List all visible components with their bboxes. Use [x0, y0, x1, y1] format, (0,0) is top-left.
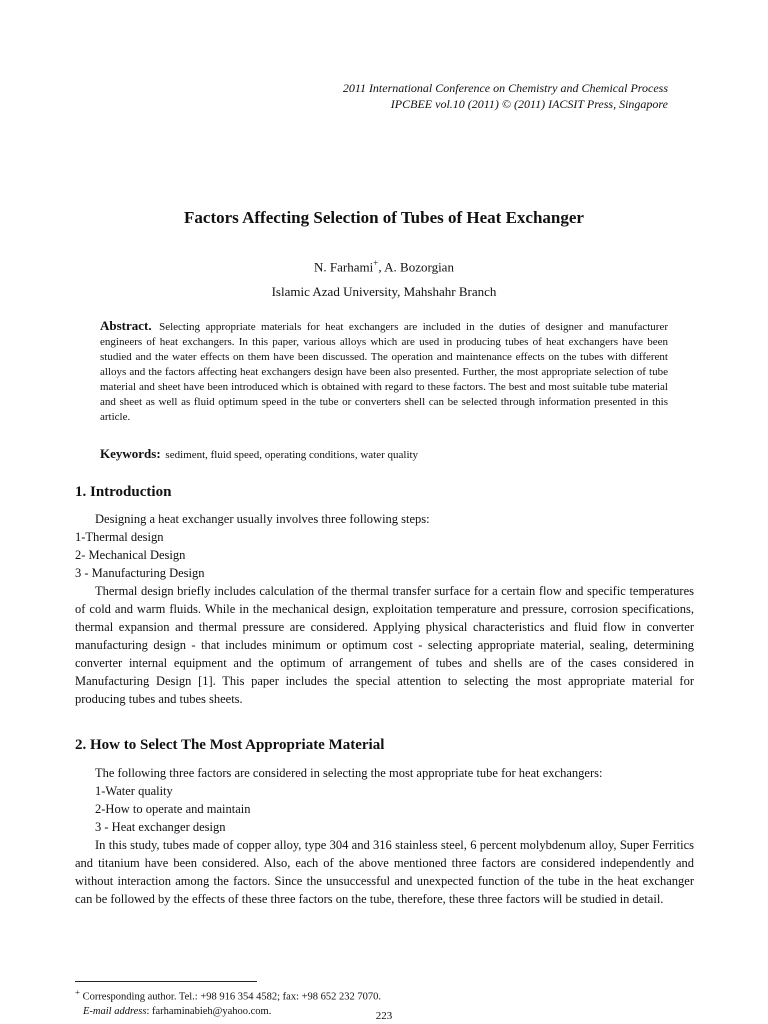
- section-heading-material: 2. How to Select The Most Appropriate Material: [75, 737, 385, 753]
- proceedings-info: IPCBEE vol.10 (2011) © (2011) IACSIT Press, Singapore: [390, 97, 668, 111]
- selection-factor: 1-Water quality: [95, 784, 173, 798]
- footnote-mark: +: [75, 987, 80, 997]
- paper-title: Factors Affecting Selection of Tubes of Heat Exchanger: [184, 208, 584, 227]
- design-step: 3 - Manufacturing Design: [75, 566, 205, 580]
- abstract-text: Selecting appropriate materials for heat exchangers are included in the duties of designer and manufacturer engineers of heat exchangers. In this paper, various alloys which are used in producing tubes of heat exchangers have been studied and the water effects on them have been discussed. The operation and maintenance effects on the tubes with different alloys and the factors affecting heat exchangers design have been also presented. Further, the most appropriate selection of tube material and sheet have been introduced which is obtained with regard to these factors. The best and most suitable tube material and sheet as well as fluid optimum speed in the tube or converters shell can be selected through information presented in this article.: [100, 321, 668, 423]
- introduction-paragraph: Thermal design briefly includes calculation of the thermal transfer surface for a certain flow and specific temperatures of cold and warm fluids. While in the mechanical design, exploitation temperature and pressure, corrosion specifications, thermal expansion and thermal pressure are considered. Applying physical characteristics and fluid flow in converter manufacturing design - that includes minimum or optimum cost - selecting appropriate material, sealing, determining converter internal equipment and the optimum of arrangement of tubes and shells are of the cases considered in Manufacturing Design [1]. This paper includes the special attention to selecting the most appropriate material for producing tubes and tubes sheets.: [75, 584, 694, 706]
- keywords-text: sediment, fluid speed, operating conditions, water quality: [165, 449, 419, 461]
- introduction-lead: Designing a heat exchanger usually involves three following steps:: [95, 512, 430, 526]
- keywords-label: Keywords:: [100, 446, 161, 461]
- material-paragraph: In this study, tubes made of copper alloy, type 304 and 316 stainless steel, 6 percent molybdenum alloy, Super Ferritics and titanium have been considered. Also, each of the above mentioned three factors are considered independently and without interaction among the factors. Since the unsuccessful and unexpected function of the tube in the heat exchanger can be followed by the effects of these three factors on the tube, therefore, these three factors will be studied in detail.: [75, 838, 694, 906]
- footnote-divider: [75, 981, 257, 982]
- affiliation: Islamic Azad University, Mahshahr Branch: [271, 284, 497, 299]
- selection-factor: 2-How to operate and maintain: [95, 802, 251, 816]
- material-lead: The following three factors are considered in selecting the most appropriate tube for heat exchangers:: [95, 766, 603, 780]
- author-2: A. Bozorgian: [384, 259, 454, 275]
- email-label: E-mail address: [83, 1005, 147, 1017]
- corresponding-mark: +: [373, 258, 379, 268]
- abstract-label: Abstract.: [100, 318, 152, 333]
- conference-header: [343, 80, 668, 112]
- selection-factor: 3 - Heat exchanger design: [95, 820, 226, 834]
- footnote-phone-fax: Corresponding author. Tel.: +98 916 354 4582; fax: +98 652 232 7070.: [82, 991, 382, 1003]
- conference-name: 2011 International Conference on Chemistry and Chemical Process: [342, 81, 668, 95]
- author-1: N. Farhami: [314, 259, 374, 275]
- author-separator: ,: [378, 259, 385, 275]
- design-step: 2- Mechanical Design: [75, 548, 186, 562]
- material-body: [75, 764, 694, 908]
- author-line: [0, 258, 768, 275]
- abstract: [100, 318, 668, 425]
- footnote-contact: [75, 985, 381, 1005]
- design-step: 1-Thermal design: [75, 530, 164, 544]
- introduction-body: [75, 510, 694, 708]
- keywords: [100, 446, 668, 462]
- email-address: : farhaminabieh@yahoo.com.: [146, 1005, 272, 1017]
- page-number: 223: [375, 1010, 393, 1022]
- section-heading-introduction: 1. Introduction: [75, 484, 172, 500]
